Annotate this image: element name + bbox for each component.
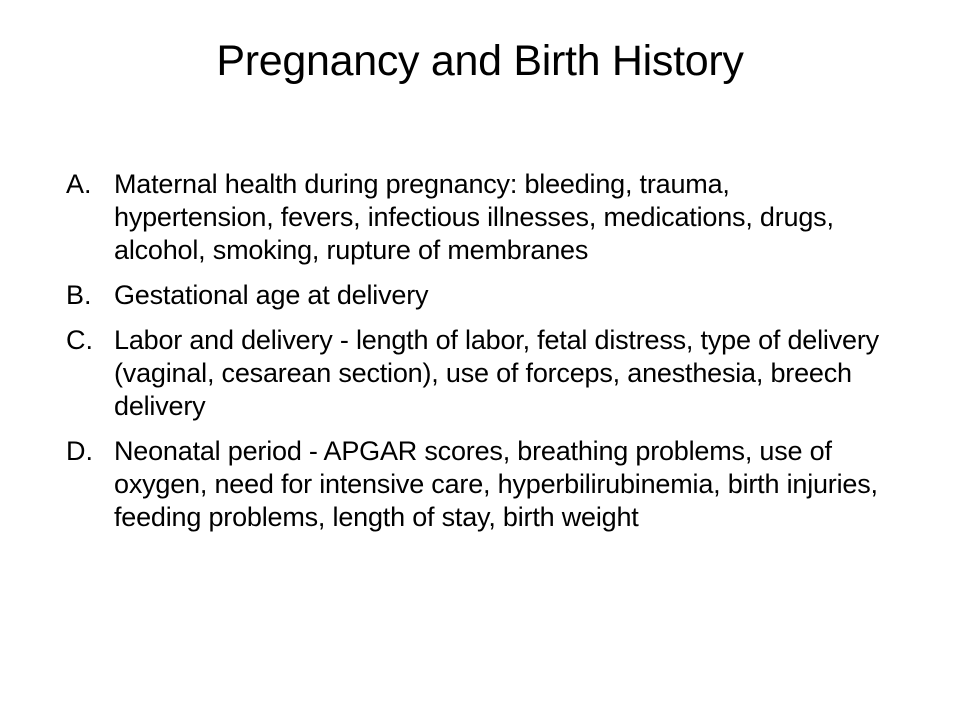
slide-title: Pregnancy and Birth History [216,37,744,85]
list-item-a [66,168,892,267]
list-marker: D. [66,436,93,466]
list-item-text: Maternal health during pregnancy: bleeding, trauma, hypertension, fevers, infectious illnesses, medications, drugs, alcohol, smoking, rupture of membranes [114,169,834,265]
list-item-text: Gestational age at delivery [114,280,429,310]
list-item-d [66,435,892,534]
list-item-text: Neonatal period - APGAR scores, breathing problems, use of oxygen, need for intensive care, hyperbilirubinemia, birth injuries, feeding problems, length of stay, birth weight [114,436,878,532]
list-item-text: Labor and delivery - length of labor, fetal distress, type of delivery (vaginal, cesarean section), use of forceps, anesthesia, breech delivery [114,325,879,421]
list-item-b [66,279,892,312]
list-item-c [66,324,892,423]
list-marker: A. [66,169,92,199]
list-marker: B. [66,280,92,310]
list-marker: C. [66,325,93,355]
bullet-list [66,168,892,546]
